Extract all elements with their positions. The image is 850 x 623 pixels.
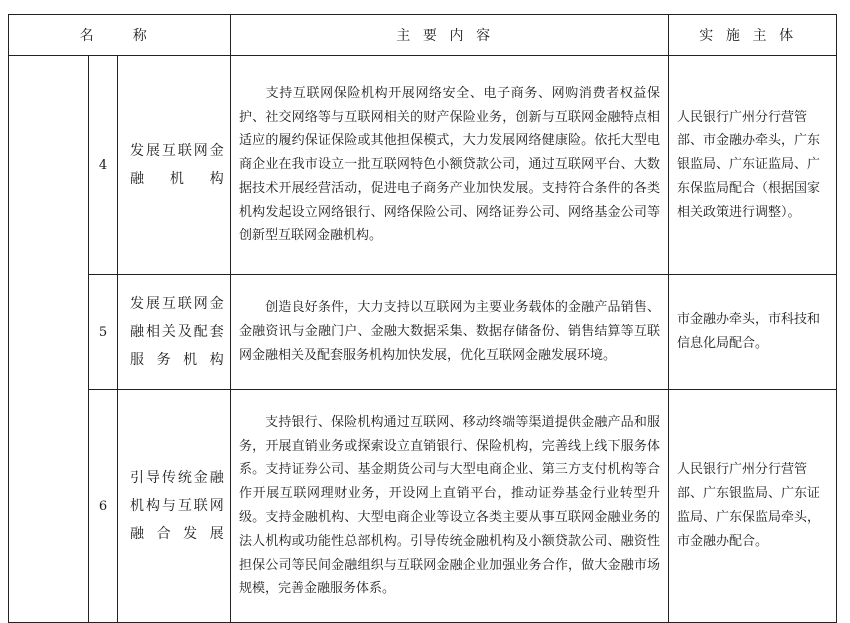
table-header-row <box>9 15 837 56</box>
row-content: 支持银行、保险机构通过互联网、移动终端等渠道提供金融产品和服务，开展直销业务或探索设立直销银行、保险机构，完善线上线下服务体系。支持证券公司、基金期货公司与大型电商企业、第三方支付机构等合作开展互联网理财业务，开设网上直销平台，推动证券基金行业转型升级。支持金融机构、大型电商企业等设立各类主要从事互联网金融业务的法人机构或功能性总部机构。引导传统金融机构及小额贷款公司、融资性担保公司等民间金融组织与互联网金融企业加强业务合作，做大金融市场规模，完善金融服务体系。 <box>231 390 669 623</box>
header-name: 名 称 <box>9 15 231 56</box>
row-content: 创造良好条件，大力支持以互联网为主要业务载体的金融产品销售、金融资讯与金融门户、金融大数据采集、数据存储备份、销售结算等互联网金融相关及配套服务机构加快发展，优化互联网金融发展环境。 <box>231 275 669 390</box>
row-owner: 市金融办牵头，市科技和信息化局配合。 <box>669 275 837 390</box>
row-name: 发展互联网金融相关及配套服务机构 <box>118 275 231 390</box>
row-name: 引导传统金融机构与互联网融合发展 <box>118 390 231 623</box>
row-content: 支持互联网保险机构开展网络安全、电子商务、网购消费者权益保护、社交网络等与互联网相关的财产保险业务，创新与互联网金融特点相适应的履约保证保险或其他担保模式，大力发展网络健康险。依托大型电商企业在我市设立一批互联网特色小额贷款公司，通过互联网平台、大数据技术开展经营活动，促进电子商务产业加快发展。支持符合条件的各类机构发起设立网络银行、网络保险公司、网络证券公司、网络基金公司等创新型互联网金融机构。 <box>231 56 669 275</box>
table-row <box>9 390 837 623</box>
row-name: 发展互联网金融机构 <box>118 56 231 275</box>
table-row <box>9 275 837 390</box>
row-number: 6 <box>89 390 118 623</box>
header-owner: 实施主体 <box>669 15 837 56</box>
row-number: 5 <box>89 275 118 390</box>
row-owner: 人民银行广州分行营管部、广东银监局、广东证监局、广东保监局牵头，市金融办配合。 <box>669 390 837 623</box>
header-content: 主要内容 <box>231 15 669 56</box>
row-number: 4 <box>89 56 118 275</box>
policy-table <box>8 14 837 623</box>
category-cell <box>9 56 89 623</box>
table-row <box>9 56 837 275</box>
row-owner: 人民银行广州分行营管部、市金融办牵头，广东银监局、广东证监局、广东保监局配合（根据国家相关政策进行调整）。 <box>669 56 837 275</box>
